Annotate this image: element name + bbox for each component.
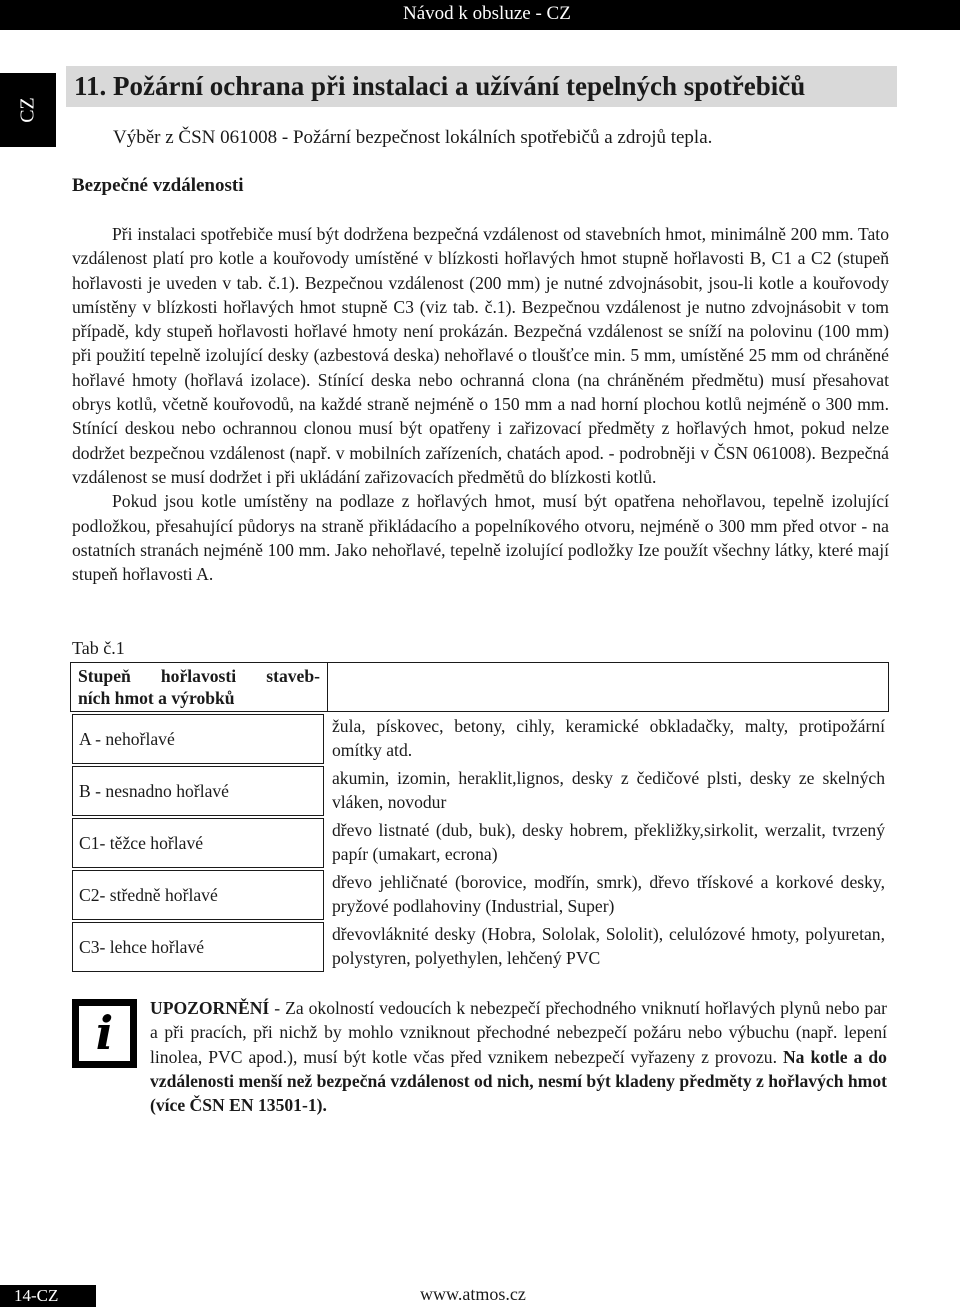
paragraph: Pokud jsou kotle umístěny na podlaze z hořlavých hmot, musí být opatřena nehořlavou, tepelně izolující podložkou, přesahující půdorys na straně přikládacího a popelníkového otvoru, nejméně o 300 mm před otvor - na ostatních stranách nejméně 100 mm. Jako nehořlavé, tepelně izolující podložky Ize použít všechny látky, které mají stupeň hořlavosti A. bbox=[72, 491, 889, 585]
category-cell: B - nesnadno hořlavé bbox=[72, 766, 324, 816]
section-title: 11. Požární ochrana při instalaci a užívání tepelných spotřebičů bbox=[74, 71, 806, 101]
header-word: Stupeň bbox=[78, 666, 131, 686]
category-cell: C1- těžce hořlavé bbox=[72, 818, 324, 868]
notice-text: - Za okolností vedoucích k nebezpečí přechodného vniknutí hořlavých plynů nebo par a při pracích, při nichž by mohlo vzniknout přechodné nebezpečí požáru nebo výbuchu (např. lepení linolea, PVC apod.), musí být kotle včas před vznikem nebezpečí vyřazeny z provozu. bbox=[150, 998, 887, 1067]
section-heading bbox=[66, 66, 897, 107]
category-cell: A - nehořlavé bbox=[72, 714, 324, 764]
table-header bbox=[70, 662, 328, 712]
info-icon bbox=[72, 999, 137, 1068]
materials-cell: žula, pískovec, betony, cihly, keramické obkladačky, malty, protipožární omítky atd. bbox=[332, 716, 885, 760]
materials-cell: dřevo listnaté (dub, buk), desky hobrem, překližky,sirkolit, werzalit, tvrzený papír (umakart, ecrona) bbox=[332, 820, 885, 864]
table-row bbox=[70, 870, 889, 920]
table-row bbox=[70, 714, 889, 764]
flammability-table bbox=[70, 662, 889, 972]
body-text bbox=[72, 222, 889, 586]
subheading: Bezpečné vzdálenosti bbox=[72, 175, 244, 196]
warning-notice bbox=[150, 996, 887, 1117]
language-tab bbox=[0, 73, 56, 147]
header-bar bbox=[0, 0, 960, 30]
header-line: ních hmot a výrobků bbox=[78, 688, 235, 708]
paragraph: Při instalaci spotřebiče musí být dodržena bezpečná vzdálenost od stavebních hmot, minimálně 200 mm. Tato vzdálenost platí pro kotle a kouřovody umístěné v blízkosti hořlavých hmot stupně hořlavosti B, C1 a C2 (stupeň hořlavosti je uveden v tab. č.1). Bezpečnou vzdálenost (200 mm) je nutné zdvojnásobit, jsou-li kotle a kouřovody umístěny v blízkosti hořlavých hmot stupně C3 (viz tab. č.1). Bezpečnou vzdálenost je nutno zdvojnásobit v tom případě, kdy stupeň hořlavosti hořlavé hmoty není prokázán. Bezpečná vzdálenost se sníží na polovinu (100 mm) při použití tepelně izolující desky (azbestová deska) nehořlavé o tloušťce min. 5 mm, umístěné 25 mm od chráněné hořlavé hmoty (hořlavá izolace). Stínící deska nebo ochranná clona (na chráněném předmětu) musí přesahovat obrys kotlů, včetně kouřovodů, na každé straně nejméně o 150 mm a nad horní plochou kotlů nejméně o 300 mm. Stínící deskou nebo ochrannou clonou musí být opatřeny i zařizovací předměty z hořlavých hmot, pokud nelze dodržet bezpečnou vzdálenost (např. v mobilních zařízeních, chatách apod. - podrobněji v ČSN 061008). Bezpečná vzdálenost se musí dodržet i při ukládání zařizovacích předmětů do blízkosti kotlů. bbox=[72, 224, 889, 487]
materials-cell: dřevo jehličnaté (borovice, modřín, smrk), dřevo třískové a korkové desky, pryžové podlahoviny (Industrial, Super) bbox=[332, 872, 885, 916]
page-number-tab bbox=[0, 1285, 96, 1307]
manual-title: Návod k obsluze - CZ bbox=[403, 3, 571, 24]
page-number: 14-CZ bbox=[14, 1286, 59, 1305]
notice-lead: UPOZORNĚNÍ bbox=[150, 998, 270, 1018]
materials-cell: akumin, izomin, heraklit,lignos, desky z čedičové plsti, desky ze skelných vláken, novodur bbox=[332, 768, 885, 812]
intro-text: Výběr z ČSN 061008 - Požární bezpečnost lokálních spotřebičů a zdrojů tepla. bbox=[113, 127, 713, 148]
category-cell: C3- lehce hořlavé bbox=[72, 922, 324, 972]
website-url: www.atmos.cz bbox=[420, 1284, 526, 1304]
language-label: CZ bbox=[16, 97, 39, 123]
notice-emphasis: Na kotle a do vzdálenosti menší než bezpečná vzdálenost od nich, nesmí být kladeny předměty z hořlavých hmot (více ČSN EN 13501-1). bbox=[150, 1046, 887, 1116]
table-header-empty bbox=[328, 662, 889, 712]
table-caption: Tab č.1 bbox=[72, 638, 125, 658]
table-row bbox=[70, 766, 889, 816]
table-row bbox=[70, 818, 889, 868]
materials-cell: dřevovláknité desky (Hobra, Sololak, Sololit), celulózové hmoty, polyuretan, polystyren, polyethylen, lehčený PVC bbox=[332, 924, 885, 968]
header-word: hořlavosti bbox=[160, 666, 237, 686]
category-cell: C2- středně hořlavé bbox=[72, 870, 324, 920]
info-glyph: i bbox=[79, 1006, 130, 1061]
table-row bbox=[70, 922, 889, 972]
header-word: staveb- bbox=[266, 666, 320, 686]
